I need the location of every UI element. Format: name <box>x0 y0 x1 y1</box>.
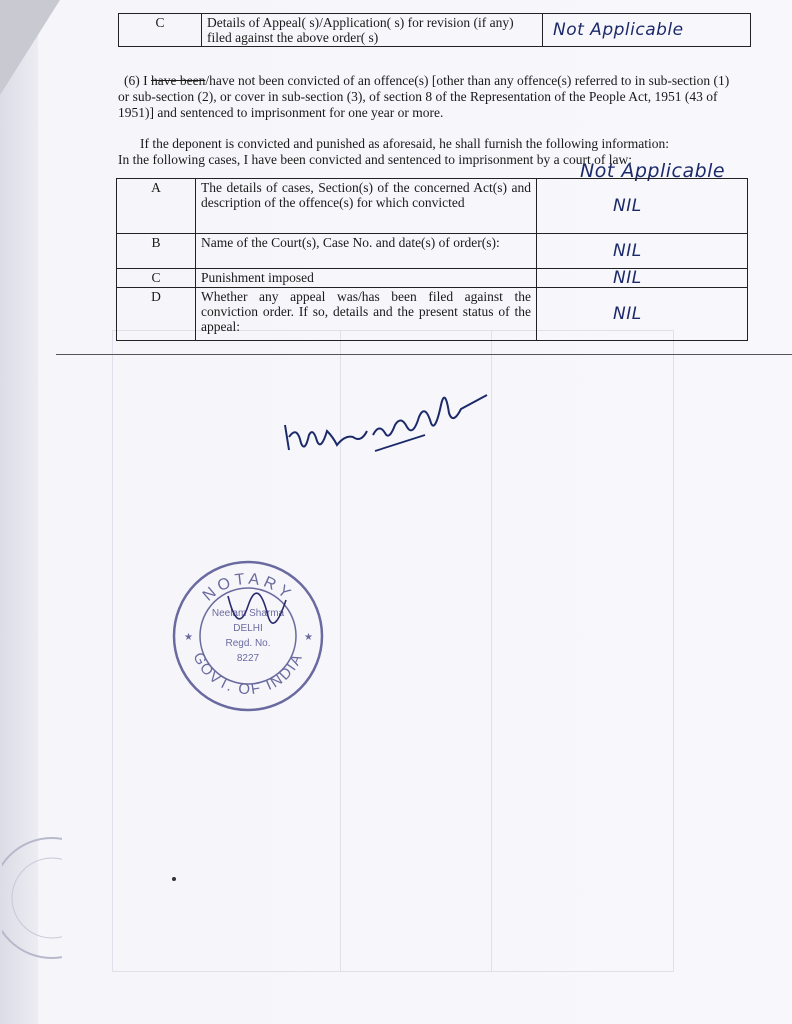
dot-mark <box>172 877 176 881</box>
row-key: A <box>117 179 196 234</box>
stamp-star-right-icon: ★ <box>304 632 313 643</box>
conviction-table <box>116 178 748 341</box>
paragraph-6 <box>118 73 734 121</box>
stamp-regd: Regd. No. <box>225 638 271 649</box>
stamp-star-left-icon: ★ <box>184 632 193 643</box>
struck-text: have been <box>151 73 206 88</box>
svg-text:NOTARY <box>200 571 297 605</box>
row-key: C <box>119 14 202 47</box>
stamp-city: DELHI <box>233 623 263 634</box>
row-key: D <box>117 288 196 341</box>
separator-line <box>56 354 792 355</box>
row-label: Whether any appeal was/has been filed against the conviction order. If so, details and the present status of the appeal: <box>196 288 537 341</box>
handwritten-value: NIL <box>537 288 748 341</box>
note-line-1: If the deponent is convicted and punished as aforesaid, he shall furnish the following information: <box>140 136 669 151</box>
handwritten-value: NIL <box>537 234 748 269</box>
paragraph-body: /have not been convicted of an offence(s) [other than any offence(s) referred to in sub-section (1) or sub-section (2), or cover in sub-section (3), of section 8 of the Representation of the People Act, 1951 (43 of 1951)] and sentenced to imprisonment for one year or more. <box>118 73 730 120</box>
row-label: Punishment imposed <box>196 269 537 288</box>
table-row <box>117 269 748 288</box>
stamp-number: 8227 <box>236 653 260 664</box>
stamp-name: Neelam Sharma <box>211 608 285 619</box>
row-label: Name of the Court(s), Case No. and date(s) of order(s): <box>196 234 537 269</box>
handwritten-value: NIL <box>537 269 748 288</box>
paragraph-number: (6) I <box>124 73 148 88</box>
row-key: B <box>117 234 196 269</box>
faint-stamp <box>2 820 62 980</box>
table-row <box>117 288 748 341</box>
row-label: The details of cases, Section(s) of the concerned Act(s) and description of the offence(s) for which convicted <box>196 179 537 234</box>
row-key: C <box>117 269 196 288</box>
folded-corner <box>0 0 60 95</box>
handwritten-not-applicable: Not Applicable <box>580 160 726 182</box>
note-line-2: In the following cases, I have been convicted and sentenced to imprisonment by a court of law: <box>118 152 632 167</box>
row-label: Details of Appeal( s)/Application( s) for revision (if any) filed against the above order( s) <box>202 14 543 47</box>
appeal-table <box>118 13 751 47</box>
stamp-bottom-text: GOVT. OF INDIA <box>189 649 307 699</box>
handwritten-value: NIL <box>537 179 748 234</box>
table-row <box>117 234 748 269</box>
table-row <box>117 179 748 234</box>
notary-stamp <box>168 556 328 716</box>
handwritten-value: Not Applicable <box>543 14 751 47</box>
stamp-top-text: NOTARY <box>199 570 297 605</box>
signature <box>275 365 505 465</box>
